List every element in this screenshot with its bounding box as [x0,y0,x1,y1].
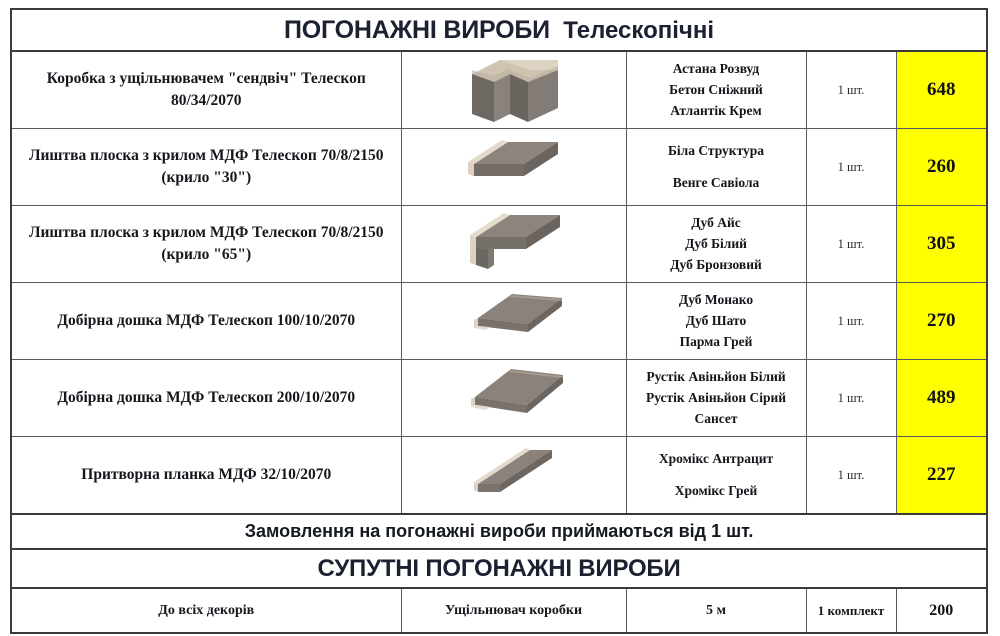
quantity-unit: 1 шт. [806,283,896,360]
decor-name: Венге Савіола [672,174,760,190]
flat-architrave-wing65-image [402,207,627,281]
quantity-unit: 1 шт. [806,360,896,437]
product-name-sub: (крило "65") [161,246,252,263]
quantity-unit: 1 шт. [806,437,896,515]
price-list-table [10,8,988,634]
page-title-sub: Телескопічні [563,16,715,44]
accessory-length: 5 м [626,588,806,633]
decor-list-cell [626,51,806,129]
product-name [11,283,401,360]
table-row [11,51,987,129]
door-frame-sandwich-profile-image [402,52,627,128]
product-name [11,51,401,129]
table-row [11,206,987,283]
decor-list-cell [626,437,806,515]
decor-list-cell [626,283,806,360]
price-value: 489 [896,360,987,437]
product-image-cell [401,437,626,515]
decor-list-cell [626,360,806,437]
decor-name: Дуб Айс [691,214,741,230]
section-banner-row [11,549,987,588]
page-title-main: ПОГОНАЖНІ ВИРОБИ [284,15,550,44]
order-notice: Замовлення на погонажні вироби приймаються від 1 шт. [11,514,987,549]
product-name-text: Коробка з ущільнювачем "сендвіч" Телескоп 80/34/2070 [46,69,366,109]
decor-list-cell [626,129,806,206]
decor-name: Астана Розвуд [672,60,760,76]
product-image-cell [401,206,626,283]
decor-stack [631,135,802,199]
accessory-decor: До всіх декорів [11,588,401,633]
decor-name: Бетон Сніжний [669,81,763,97]
table-row [11,437,987,515]
price-value: 260 [896,129,987,206]
decor-name: Хромікс Грей [674,482,758,498]
decor-name: Дуб Білий [685,235,747,251]
flat-architrave-wing30-image [402,130,627,204]
order-notice-row [11,514,987,549]
product-name-text: Добірна дошка МДФ Телескоп 100/10/2070 [57,311,356,329]
table-row [11,360,987,437]
decor-name: Рустік Авіньйон Сірий [645,389,787,405]
price-value: 227 [896,437,987,515]
decor-name: Рустік Авіньйон Білий [646,368,786,384]
page-title [11,9,987,51]
table-row [11,588,987,633]
product-name [11,129,401,206]
product-image-cell [401,51,626,129]
product-name [11,437,401,515]
decor-stack [631,443,802,507]
decor-name: Дуб Монако [678,291,754,307]
quantity-unit: 1 шт. [806,206,896,283]
decor-name: Дуб Шато [685,312,747,328]
rebate-strip-image [402,438,627,512]
product-image-cell [401,283,626,360]
title-banner-row [11,9,987,51]
decor-name: Дуб Бронзовий [670,257,762,273]
decor-stack [631,58,802,122]
product-name-text: Лиштва плоска з крилом МДФ Телескоп 70/8/2150 [28,223,384,241]
product-name-text: Добірна дошка МДФ Телескоп 200/10/2070 [57,388,356,406]
product-name-sub: (крило "30") [161,169,252,186]
product-name-text: Притворна планка МДФ 32/10/2070 [81,465,332,483]
product-image-cell [401,129,626,206]
decor-name: Сансет [694,411,738,427]
section-title: СУПУТНІ ПОГОНАЖНІ ВИРОБИ [11,549,987,588]
table-row [11,283,987,360]
quantity-unit: 1 шт. [806,51,896,129]
product-name [11,360,401,437]
decor-stack [631,366,802,430]
extension-board-200-image [402,361,627,435]
accessory-item: Ущільнювач коробки [401,588,626,633]
product-name-text: Лиштва плоска з крилом МДФ Телескоп 70/8/2150 [28,146,384,164]
extension-board-100-image [402,284,627,358]
price-value: 270 [896,283,987,360]
product-name [11,206,401,283]
quantity-unit: 1 шт. [806,129,896,206]
decor-name: Біла Структура [667,142,765,158]
accessory-price: 200 [896,588,987,633]
decor-name: Парма Грей [679,334,753,350]
accessory-quantity: 1 комплект [806,588,896,633]
product-image-cell [401,360,626,437]
decor-stack [631,289,802,353]
decor-name: Атлантік Крем [670,103,762,119]
decor-stack [631,212,802,276]
table-row [11,129,987,206]
price-value: 648 [896,51,987,129]
decor-name: Хромікс Антрацит [658,450,774,466]
price-value: 305 [896,206,987,283]
decor-list-cell [626,206,806,283]
